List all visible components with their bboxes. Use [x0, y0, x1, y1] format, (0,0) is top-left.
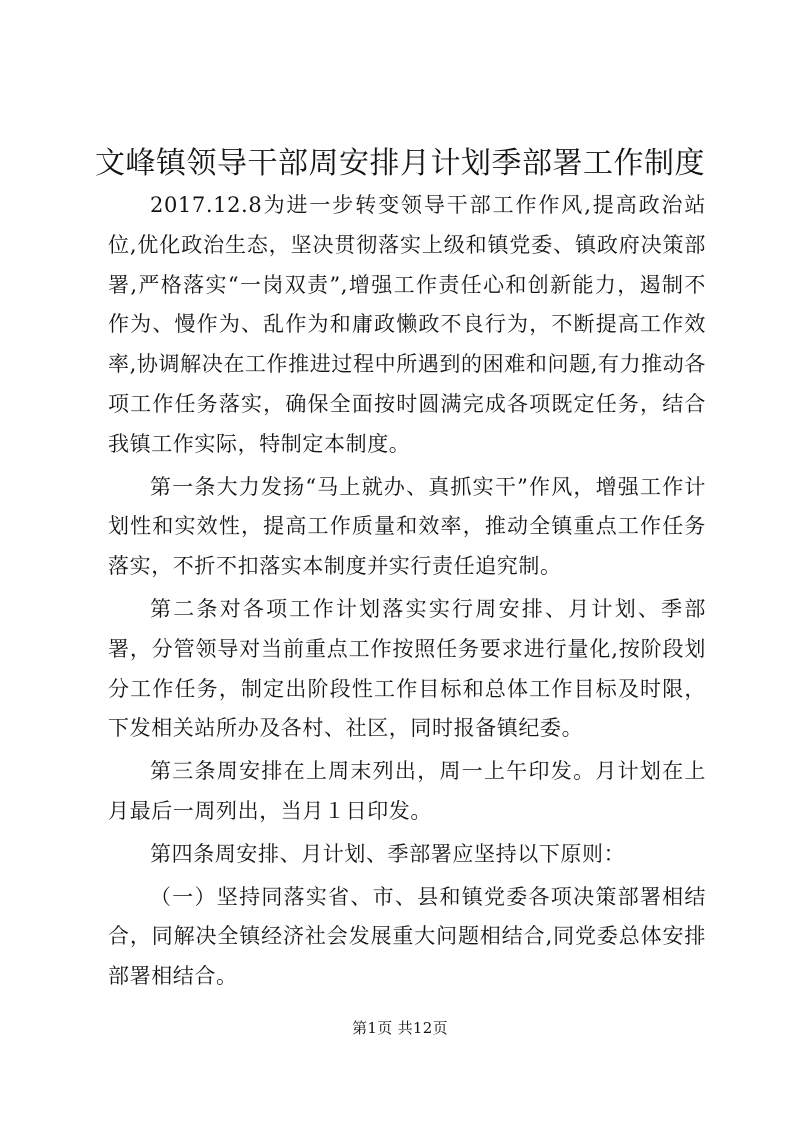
paragraph-article-1: 第一条大力发扬“马上就办、真抓实干”作风，增强工作计划性和实效性，提高工作质量和效率，推动全镇重点工作任务落实，不折不扣落实本制度并实行责任追究制。 [108, 474, 706, 579]
document-body [108, 186, 706, 997]
paragraph-article-4: 第四条周安排、月计划、季部署应坚持以下原则： [150, 841, 626, 866]
paragraph-preamble: 2017.12.8为进一步转变领导干部工作作风,提高政治站位,优化政治生态，坚决贯彻落实上级和镇党委、镇政府决策部署,严格落实“一岗双责”,增强工作责任心和创新能力，遏制不作为、慢作为、乱作为和庸政懒政不良行为，不断提高工作效率,协调解决在工作推进过程中所遇到的困难和问题,有力推动各项工作任务落实，确保全面按时圆满完成各项既定任务，结合我镇工作实际，特制定本制度。 [108, 193, 706, 456]
paragraph-article-3: 第三条周安排在上周末列出，周一上午印发。月计划在上月最后一周列出，当月１日印发。 [108, 759, 706, 823]
paragraph-article-4-item-1: （一）坚持同落实省、市、县和镇党委各项决策部署相结合，同解决全镇经济社会发展重大问题相结合,同党委总体安排部署相结合。 [108, 884, 706, 989]
document-title: 文峰镇领导干部周安排月计划季部署工作制度 [95, 146, 705, 181]
paragraph-article-2: 第二条对各项工作计划落实实行周安排、月计划、季部署，分管领导对当前重点工作按照任务要求进行量化,按阶段划分工作任务，制定出阶段性工作目标和总体工作目标及时限，下发相关站所办及各村、社区，同时报备镇纪委。 [108, 596, 706, 741]
page-footer: 第1页 共12页 [352, 1019, 448, 1037]
